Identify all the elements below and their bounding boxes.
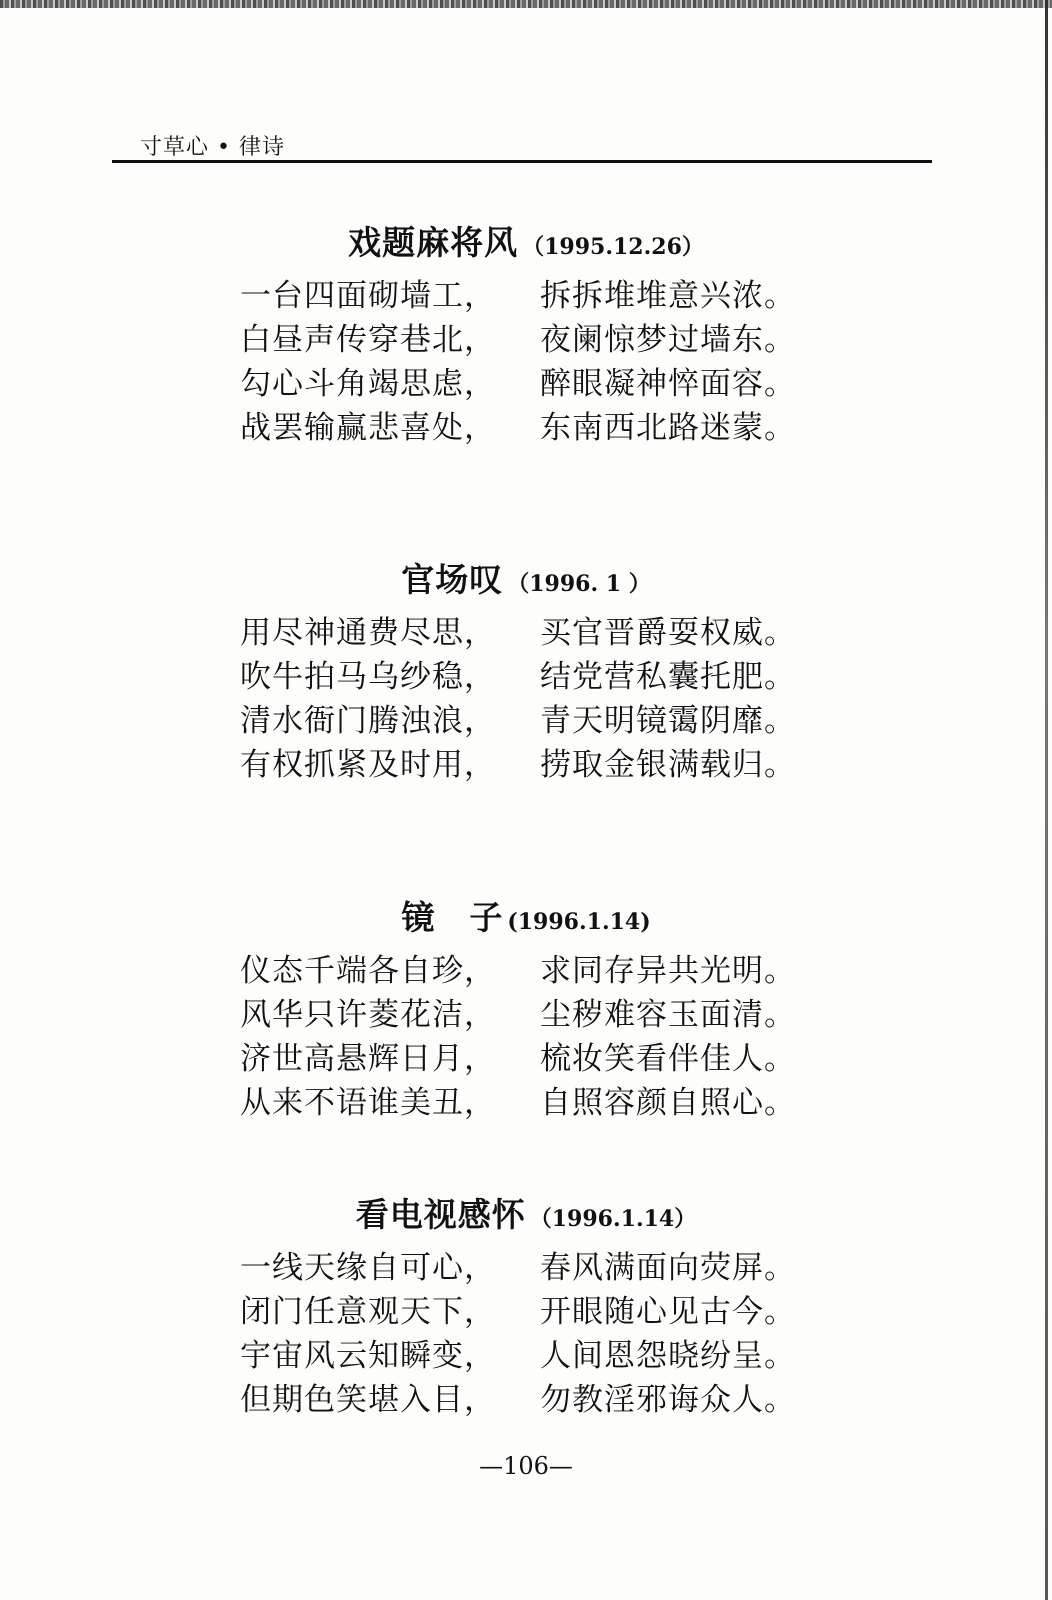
line-second-half: 人间恩怨晓纷呈。 <box>540 1338 796 1374</box>
line-second-half: 勿教淫邪诲众人。 <box>540 1382 796 1418</box>
line-second-half: 尘秽难容玉面清。 <box>540 997 796 1033</box>
line-second-half: 自照容颜自照心。 <box>540 1085 796 1121</box>
line-first-half: 一线天缘自可心， <box>240 1250 496 1286</box>
poem-title <box>0 555 1052 605</box>
header-rule <box>112 160 932 163</box>
poem-line <box>0 1246 1052 1290</box>
line-second-half: 拆拆堆堆意兴浓。 <box>540 278 796 314</box>
poem-date: （1996.1.14） <box>529 1206 697 1232</box>
poem-line <box>0 743 1052 787</box>
line-first-half: 闭门任意观天下， <box>240 1294 496 1330</box>
poem-line <box>0 655 1052 699</box>
poem-line <box>0 318 1052 362</box>
poem-line <box>0 1081 1052 1125</box>
poem-4 <box>0 1190 1052 1422</box>
poem-line <box>0 1334 1052 1378</box>
line-first-half: 清水衙门腾浊浪， <box>240 703 496 739</box>
line-first-half: 有权抓紧及时用， <box>240 747 496 783</box>
poem-line <box>0 993 1052 1037</box>
line-second-half: 开眼随心见古今。 <box>540 1294 796 1330</box>
line-first-half: 白昼声传穿巷北， <box>240 322 496 358</box>
line-first-half: 风华只许菱花洁， <box>240 997 496 1033</box>
line-second-half: 夜阑惊梦过墙东。 <box>540 322 796 358</box>
line-first-half: 一台四面砌墙工， <box>240 278 496 314</box>
poem-title-text: 镜 子 <box>401 898 504 937</box>
poem-date: (1996.1.14) <box>507 909 651 935</box>
poem-line <box>0 1037 1052 1081</box>
poem-line <box>0 699 1052 743</box>
poem-line <box>0 1290 1052 1334</box>
line-second-half: 青天明镜霭阴靡。 <box>540 703 796 739</box>
poem-title-text: 官场叹 <box>401 560 504 599</box>
poem-line <box>0 362 1052 406</box>
line-first-half: 勾心斗角竭思虑， <box>240 366 496 402</box>
poem-title <box>0 218 1052 268</box>
line-first-half: 仪态千端各自珍， <box>240 953 496 989</box>
line-first-half: 吹牛拍马乌纱稳， <box>240 659 496 695</box>
poem-2 <box>0 555 1052 787</box>
line-first-half: 用尽神通费尽思， <box>240 615 496 651</box>
poem-3 <box>0 893 1052 1125</box>
poem-line <box>0 1378 1052 1422</box>
line-first-half: 宇宙风云知瞬变， <box>240 1338 496 1374</box>
line-second-half: 东南西北路迷蒙。 <box>540 410 796 446</box>
line-second-half: 春风满面向荧屏。 <box>540 1250 796 1286</box>
poem-title <box>0 1190 1052 1240</box>
line-first-half: 济世高悬辉日月， <box>240 1041 496 1077</box>
line-second-half: 醉眼凝神悴面容。 <box>540 366 796 402</box>
poem-line <box>0 406 1052 450</box>
line-second-half: 梳妆笑看伴佳人。 <box>540 1041 796 1077</box>
scan-edge-top <box>0 0 1052 8</box>
poem-date: （1996. 1 ） <box>507 571 651 597</box>
page-number: —106— <box>479 1452 573 1480</box>
line-second-half: 求同存异共光明。 <box>540 953 796 989</box>
line-second-half: 捞取金银满载归。 <box>540 747 796 783</box>
poem-title-text: 戏题麻将风 <box>348 223 519 262</box>
poem-date: （1995.12.26） <box>522 234 704 260</box>
running-header: 寸草心 • 律诗 <box>140 135 285 160</box>
poem-line <box>0 949 1052 993</box>
poem-line <box>0 274 1052 318</box>
poem-title <box>0 893 1052 943</box>
poem-1 <box>0 218 1052 450</box>
line-first-half: 从来不语谁美丑， <box>240 1085 496 1121</box>
line-first-half: 但期色笑堪入目， <box>240 1382 496 1418</box>
poem-line <box>0 611 1052 655</box>
poem-title-text: 看电视感怀 <box>355 1195 526 1234</box>
line-second-half: 买官晋爵耍权威。 <box>540 615 796 651</box>
line-second-half: 结党营私囊托肥。 <box>540 659 796 695</box>
line-first-half: 战罢输赢悲喜处， <box>240 410 496 446</box>
